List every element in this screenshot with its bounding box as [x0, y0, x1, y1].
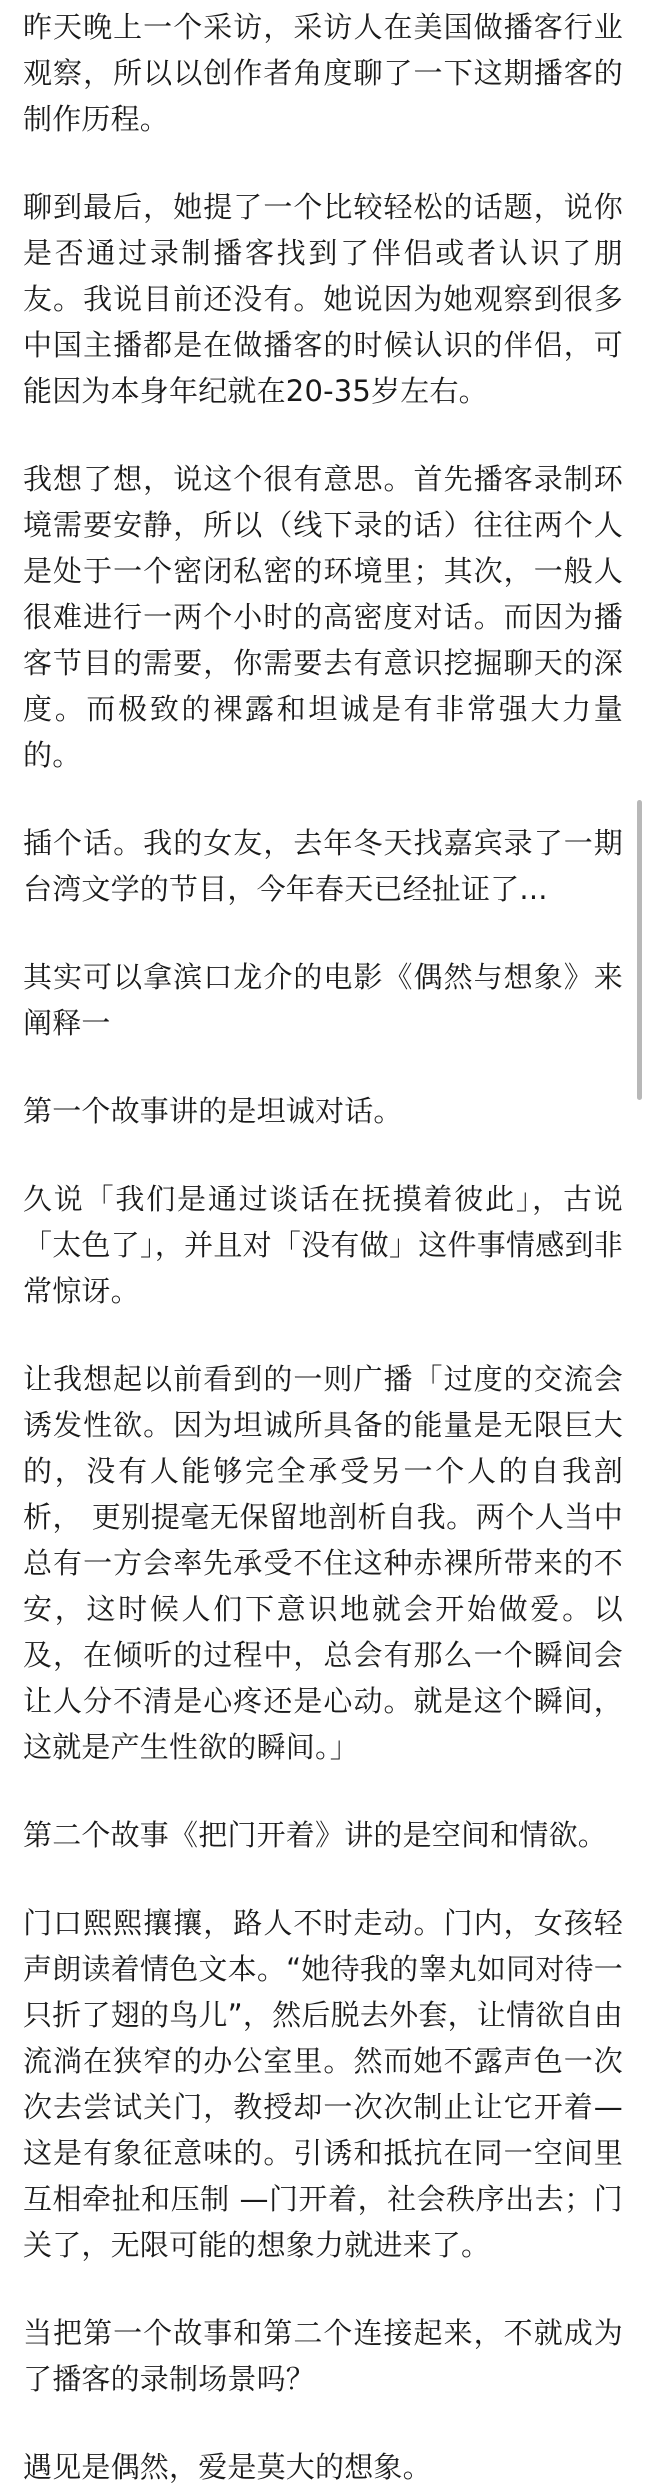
- paragraph-partner-question: 聊到最后，她提了一个比较轻松的话题，说你是否通过录制播客找到了伴侣或者认识了朋友。我说目前还没有。她说因为她观察到很多中国主播都是在做播客的时候认识的伴侣，可能因为本身年纪就在20-35岁左右。: [23, 190, 623, 408]
- scrollbar-thumb[interactable]: [637, 800, 642, 1100]
- paragraph-broadcast-quote: 让我想起以前看到的一则广播「过度的交流会诱发性欲。因为坦诚所具备的能量是无限巨大的，没有人能够完全承受另一个人的自我剖析， 更别提毫无保留地剖析自我。两个人当中总有一方会率先承受不住这种赤裸所带来的不安，这时候人们下意识地就会开始做爱。以及，在倾听的过程中，总会有那么一个瞬间会让人分不清是心疼还是心动。就是这个瞬间，这就是产生性欲的瞬间。」: [23, 1362, 623, 1764]
- paragraph-dialogue-quote: 久说「我们是通过谈话在抚摸着彼此」，古说「太色了」，并且对「没有做」这件事情感到非常惊讶。: [23, 1182, 623, 1308]
- paragraph-connection: 当把第一个故事和第二个连接起来，不就成为了播客的录制场景吗？: [23, 2316, 623, 2396]
- paragraph-door-open-scene: 门口熙熙攘攘，路人不时走动。门内，女孩轻声朗读着情色文本。“她待我的睾丸如同对待一只折了翅的鸟儿”，然后脱去外套，让情欲自由流淌在狭窄的办公室里。然而她不露声色一次次去尝试关门，教授却一次次制止让它开着—这是有象征意味的。引诱和抵抗在同一空间里互相牵扯和压制 —门开着，社会秩序出去；门关了，无限可能的想象力就进来了。: [23, 1906, 623, 2262]
- paragraph-second-story: 第二个故事《把门开着》讲的是空间和情欲。: [23, 1818, 608, 1852]
- paragraph-interview-intro: 昨天晚上一个采访，采访人在美国做播客行业观察，所以以创作者角度聊了一下这期播客的制作历程。: [23, 10, 623, 136]
- paragraph-film-reference: 其实可以拿滨口龙介的电影《偶然与想象》来阐释一: [23, 960, 623, 1040]
- article-body: [23, 4, 623, 2490]
- paragraph-recording-environment: 我想了想，说这个很有意思。首先播客录制环境需要安静，所以（线下录的话）往往两个人是处于一个密闭私密的环境里；其次，一般人很难进行一两个小时的高密度对话。而因为播客节目的需要，你需要去有意识挖掘聊天的深度。而极致的裸露和坦诚是有非常强大力量的。: [23, 462, 623, 772]
- paragraph-first-story: 第一个故事讲的是坦诚对话。: [23, 1094, 403, 1128]
- paragraph-closing-line: 遇见是偶然，爱是莫大的想象。: [23, 2450, 432, 2484]
- paragraph-girlfriend-aside: 插个话。我的女友，去年冬天找嘉宾录了一期台湾文学的节目，今年春天已经扯证了...: [23, 826, 623, 906]
